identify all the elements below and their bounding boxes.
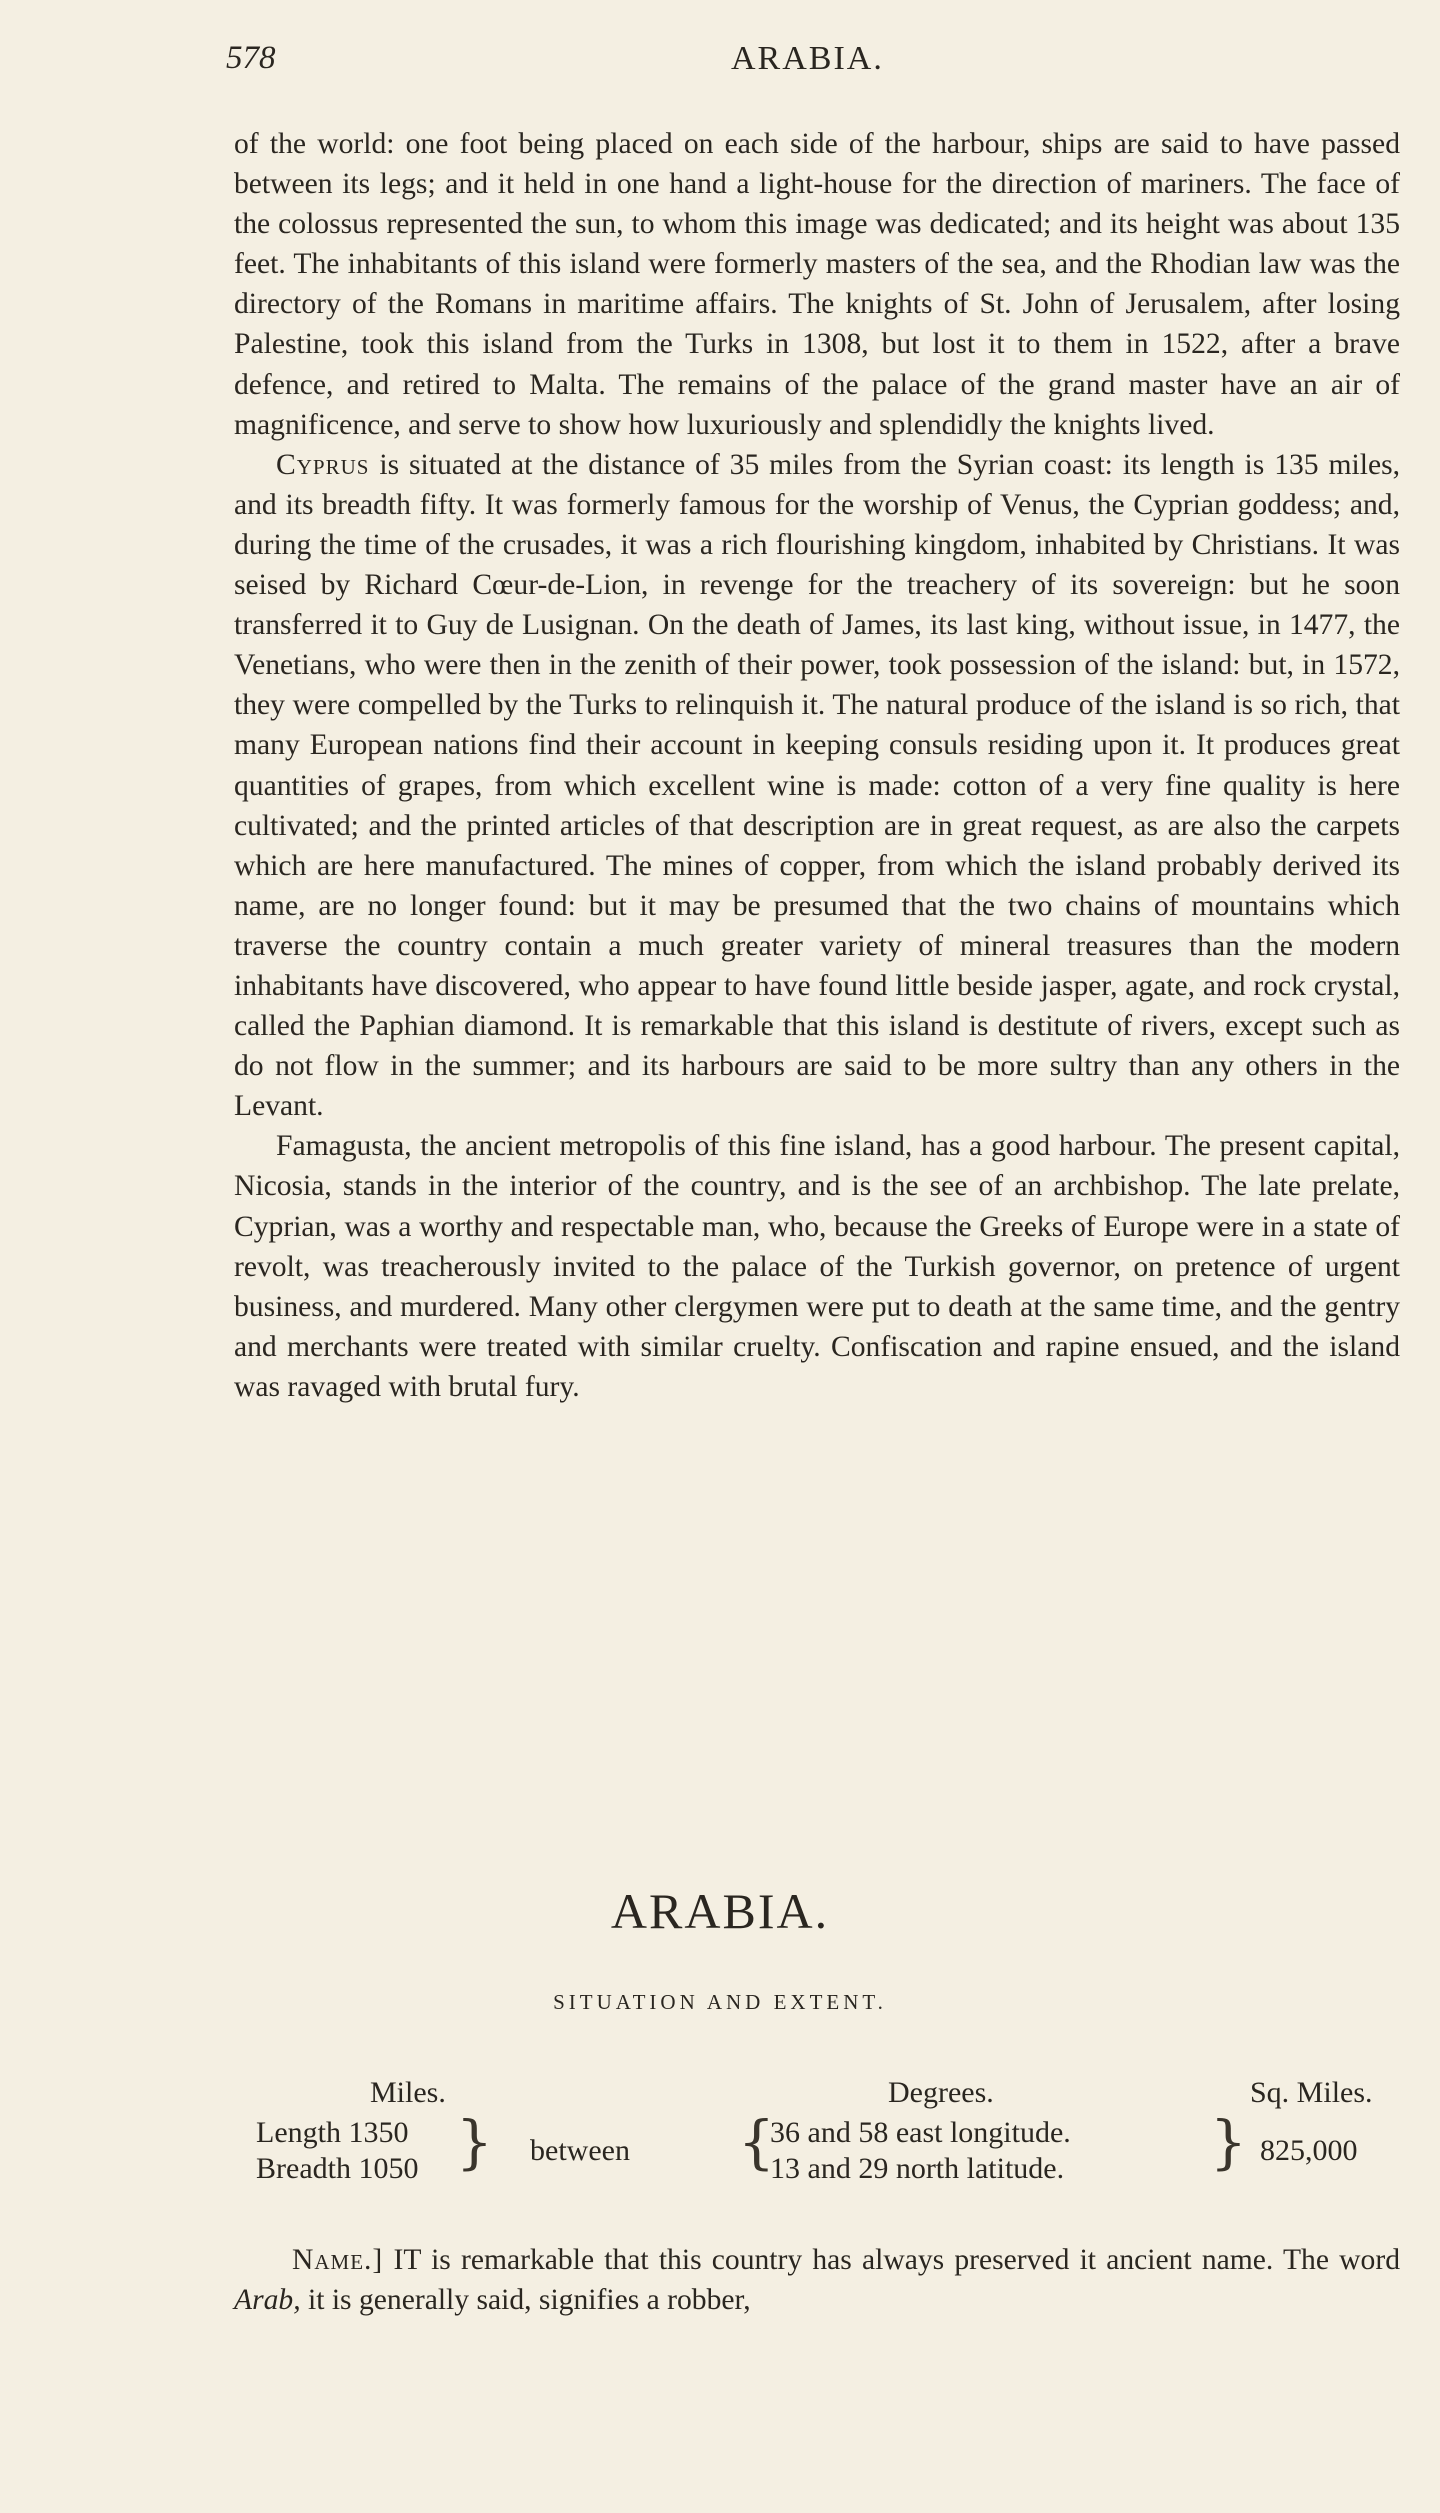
body-text — [234, 124, 1400, 1407]
running-head: ARABIA. — [731, 40, 884, 77]
paragraph-cyprus — [234, 445, 1400, 1127]
right-brace: } — [1210, 2108, 1247, 2176]
section-subtitle: SITUATION AND EXTENT. — [553, 1990, 887, 2014]
name-paragraph — [234, 2240, 1400, 2320]
page-header — [226, 40, 1406, 90]
table-head-sq-miles: Sq. Miles. — [1250, 2076, 1373, 2109]
row-breadth: Breadth 1050 — [256, 2152, 419, 2185]
name-paragraph-text — [234, 2240, 1400, 2320]
page-number: 578 — [226, 40, 276, 76]
table-head-degrees: Degrees. — [888, 2076, 994, 2109]
sq-miles-value: 825,000 — [1260, 2134, 1358, 2167]
name-text-end: it is generally said, signifies a robber, — [300, 2284, 751, 2316]
paragraph-rhodes: of the world: one foot being placed on each side of the harbour, ships are said to have passed between its legs; and it held in one hand a light-house for the direction of mariners. The face of the colossus represented the sun, to whom this image was dedicated; and its height was about 135 feet. The inhabitants of this island were formerly masters of the sea, and the Rhodian law was the directory of the Romans in maritime affairs. The knights of St. John of Jerusalem, after losing Palestine, took this island from the Turks in 1308, but lost it to them in 1522, after a brave defence, and retired to Malta. The remains of the palace of the grand master have an air of magnificence, and serve to show how luxuriously and splendidly the knights lived. — [234, 128, 1400, 441]
row-length: Length 1350 — [256, 2116, 409, 2149]
arab-word: Arab, — [234, 2284, 301, 2316]
name-text: IT is remarkable that this country has always preserved it ancient name. The word — [383, 2244, 1400, 2276]
row-latitude: 13 and 29 north latitude. — [770, 2152, 1065, 2185]
cyprus-text: is situated at the distance of 35 miles from the Syrian coast: its length is 135 miles, and its breadth fifty. It was formerly famous for the worship of Venus, the Cyprian goddess; and, during the time of the crusades, it was a rich flourishing kingdom, inhabited by Christians. It was seised by Richard Cœur-de-Lion, in revenge for the treachery of its sovereign: but he soon transferred it to Guy de Lusignan. On the death of James, its last king, without issue, in 1477, the Venetians, who were then in the zenith of their power, took possession of the island: but, in 1572, they were compelled by the Turks to relinquish it. The natural produce of the island is so rich, that many European nations find their account in keeping consuls residing upon it. It produces great quantities of grapes, from which excellent wine is made: cotton of a very fine quality is here cultivated; and the printed articles of that description are in great request, as are also the carpets which are here manufactured. The mines of copper, from which the island probably derived its name, are no longer found: but it may be presumed that the two chains of mountains which traverse the country contain a much greater variety of mineral treasures than the modern inhabitants have discovered, who appear to have found little beside jasper, agate, and rock crystal, called the Paphian diamond. It is remarkable that this island is destitute of rivers, except such as do not flow in the summer; and its harbours are said to be more sultry than any others in the Levant. — [234, 448, 1400, 1123]
middle-brace: { — [738, 2108, 775, 2176]
paragraph-famagusta: Famagusta, the ancient metropolis of this fine island, has a good harbour. The present capital, Nicosia, stands in the interior of the country, and is the see of an archbishop. The late prelate, Cyprian, was a worthy and respectable man, who, because the Greeks of Europe were in a state of revolt, was treacherously invited to the palace of the Turkish governor, on pretence of urgent business, and murdered. Many other clergymen were put to death at the same time, and the gentry and merchants were treated with similar cruelty. Confiscation and rapine ensued, and the island was ravaged with brutal fury. — [234, 1130, 1400, 1403]
left-brace: } — [456, 2108, 493, 2176]
name-lead: Name.] — [292, 2244, 384, 2276]
cyprus-lead: Cyprus — [276, 448, 370, 481]
between-label: between — [530, 2134, 630, 2167]
section-title: ARABIA. — [610, 1883, 830, 1939]
table-head-miles: Miles. — [370, 2076, 446, 2109]
row-longitude: 36 and 58 east longitude. — [770, 2116, 1071, 2149]
